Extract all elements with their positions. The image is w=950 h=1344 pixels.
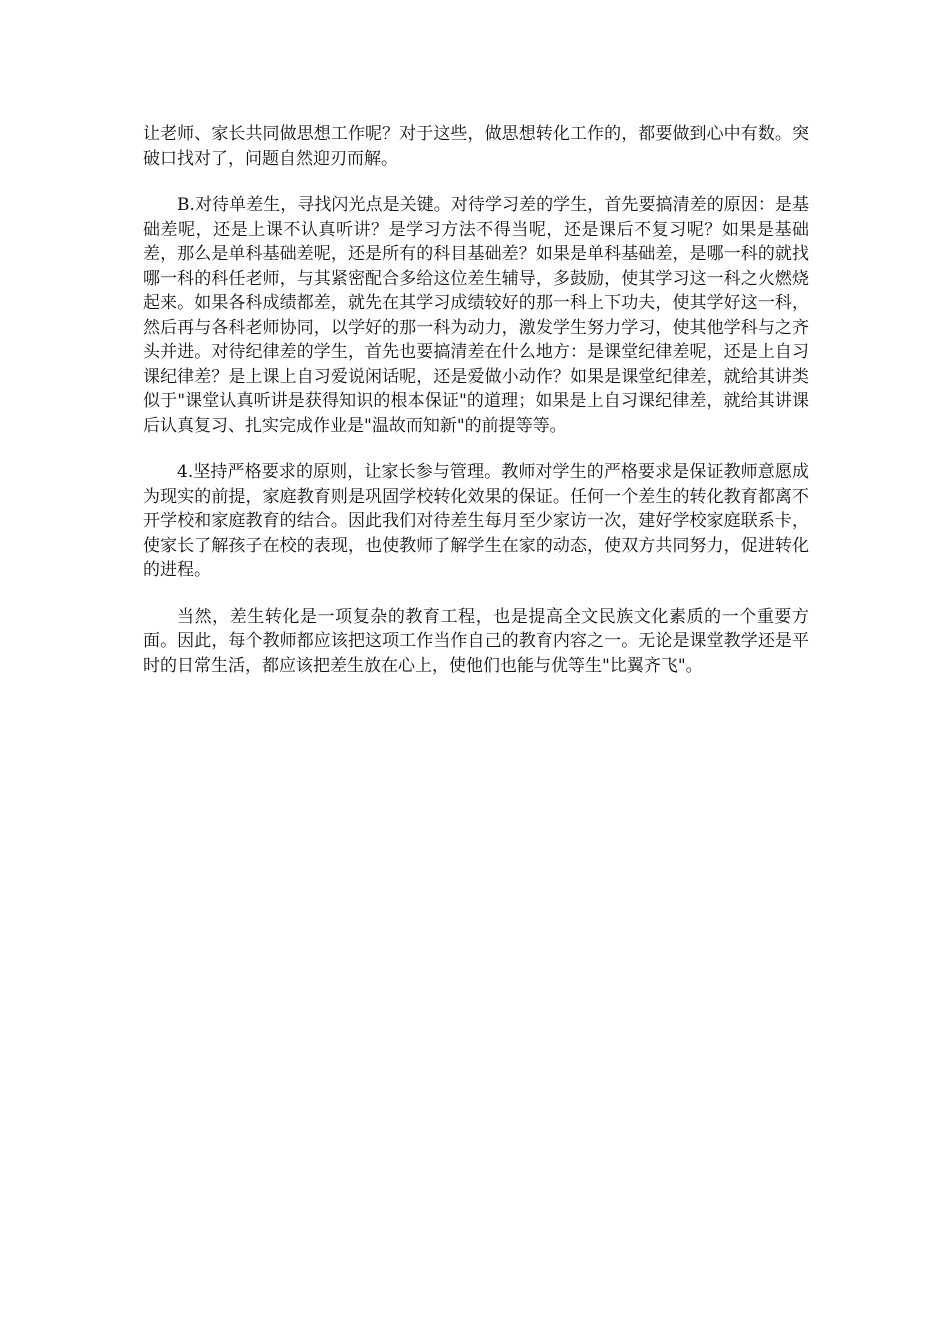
document-body (143, 122, 809, 700)
paragraph-single-subject-students: B.对待单差生，寻找闪光点是关键。对待学习差的学生，首先要搞清差的原因：是基础差呢，还是上课不认真听讲？是学习方法不得当呢，还是课后不复习呢？如果是基础差，那么是单科基础差呢，还是所有的科目基础差？如果是单科基础差，是哪一科的就找哪一科的科任老师，与其紧密配合多给这位差生辅导，多鼓励，使其学习这一科之火燃烧起来。如果各科成绩都差，就先在其学习成绩较好的那一科上下功夫，使其学好这一科，然后再与各科老师协同，以学好的那一科为动力，激发学生努力学习，使其他学科与之齐头并进。对待纪律差的学生，首先也要搞清差在什么地方：是课堂纪律差呢，还是上自习课纪律差？是上课上自习爱说闲话呢，还是爱做小动作？如果是课堂纪律差，就给其讲类似于"课堂认真听讲是获得知识的根本保证"的道理；如果是上自习课纪律差，就给其讲课后认真复习、扎实完成作业是"温故而知新"的前提等等。 (143, 195, 809, 436)
paragraph-strict-requirements: 4.坚持严格要求的原则，让家长参与管理。教师对学生的严格要求是保证教师意愿成为现实的前提，家庭教育则是巩固学校转化效果的保证。任何一个差生的转化教育都离不开学校和家庭教育的结合。因此我们对待差生每月至少家访一次，建好学校家庭联系卡，使家长了解孩子在校的表现，也使教师了解学生在家的动态，使双方共同努力，促进转化的进程。 (143, 462, 809, 580)
paragraph-conclusion: 当然，差生转化是一项复杂的教育工程，也是提高全文民族文化素质的一个重要方面。因此，每个教师都应该把这项工作当作自己的教育内容之一。无论是课堂教学还是平时的日常生活，都应该把差生放在心上，使他们也能与优等生"比翼齐飞"。 (143, 606, 809, 676)
paragraph-continued: 让老师、家长共同做思想工作呢？对于这些，做思想转化工作的，都要做到心中有数。突破口找对了，问题自然迎刃而解。 (143, 124, 809, 169)
